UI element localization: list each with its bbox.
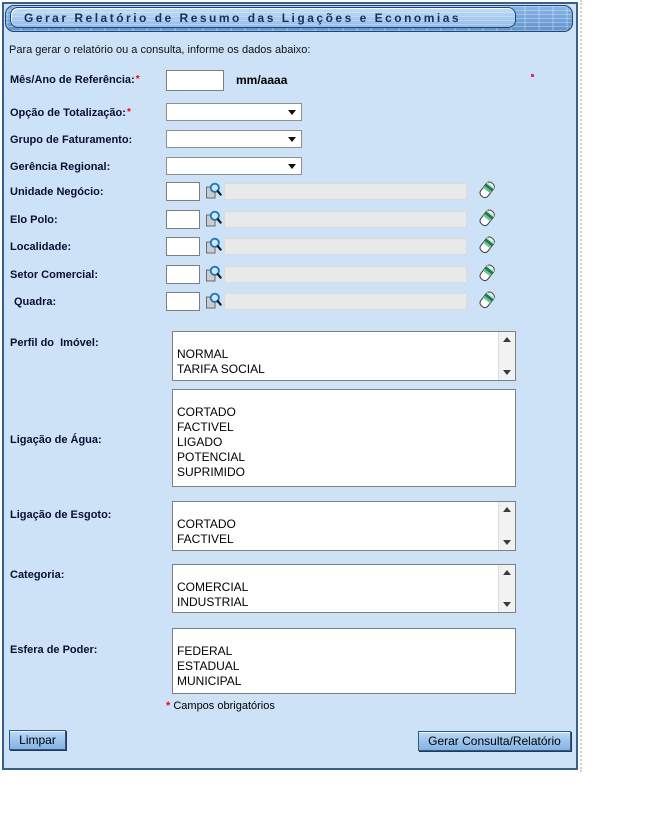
scroll-down-icon[interactable] [503, 370, 511, 375]
magnifier-document-icon[interactable] [204, 265, 222, 283]
caret-down-icon [288, 137, 296, 142]
unidade-negocio-label: Unidade Negócio: [10, 186, 104, 198]
magnifier-document-icon[interactable] [204, 292, 222, 310]
eraser-icon[interactable] [478, 208, 496, 229]
row-localidade [10, 237, 570, 259]
opcao-totalizacao-select[interactable] [166, 103, 302, 121]
required-fields-note: * Campos obrigatórios [166, 700, 275, 712]
esfera-poder-label: Esfera de Poder: [10, 644, 98, 656]
list-option[interactable]: MUNICIPAL [177, 674, 242, 688]
list-option[interactable]: LIGADO [177, 435, 223, 449]
ligacao-agua-label: Ligação de Água: [10, 434, 102, 446]
row-elo-polo [10, 210, 570, 232]
intro-text: Para gerar o relatório ou a consulta, informe os dados abaixo: [9, 44, 311, 56]
list-option[interactable]: FACTIVEL [177, 420, 234, 434]
row-categoria [10, 564, 570, 615]
list-option[interactable]: TARIFA SOCIAL [177, 362, 265, 376]
ligacao-agua-listbox[interactable] [172, 389, 516, 487]
scroll-down-icon[interactable] [503, 540, 511, 545]
caret-down-icon [288, 164, 296, 169]
scrollbar[interactable] [498, 502, 515, 550]
row-quadra [10, 292, 570, 314]
gerencia-regional-select[interactable] [166, 157, 302, 175]
scroll-up-icon[interactable] [503, 570, 511, 575]
list-option[interactable]: ESTADUAL [177, 659, 240, 673]
list-option[interactable]: CORTADO [177, 517, 236, 531]
scroll-down-icon[interactable] [503, 602, 511, 607]
row-unidade-negocio [10, 182, 570, 204]
description-readonly-field [224, 266, 467, 283]
ligacao-esgoto-listbox[interactable] [172, 501, 516, 551]
categoria-listbox[interactable] [172, 564, 516, 613]
row-esfera-poder [10, 628, 570, 696]
list-option[interactable]: POTENCIAL [177, 450, 246, 464]
elo-polo-label: Elo Polo: [10, 214, 58, 226]
setor-comercial-code-input[interactable] [166, 265, 200, 284]
eraser-icon[interactable] [478, 235, 496, 256]
eraser-icon[interactable] [478, 180, 496, 201]
elo-polo-code-input[interactable] [166, 210, 200, 229]
dotted-edge-artifact [580, 0, 582, 772]
gerencia-regional-label: Gerência Regional: [10, 161, 111, 173]
scrollbar[interactable] [498, 332, 515, 380]
grupo-faturamento-select[interactable] [166, 130, 302, 148]
list-option[interactable]: INDUSTRIAL [177, 595, 249, 609]
list-option[interactable]: SUPRIMIDO [177, 465, 246, 479]
perfil-imovel-label: Perfil do Imóvel: [10, 337, 99, 349]
perfil-imovel-listbox[interactable] [172, 331, 516, 381]
quadra-code-input[interactable] [166, 292, 200, 311]
esfera-poder-listbox[interactable] [172, 628, 516, 694]
caret-down-icon [288, 110, 296, 115]
row-opcao-totalizacao [10, 103, 570, 125]
required-asterisk: * [135, 74, 140, 85]
row-setor-comercial [10, 265, 570, 287]
grupo-faturamento-label: Grupo de Faturamento: [10, 134, 133, 146]
row-ligacao-agua [10, 389, 570, 489]
clear-button[interactable]: Limpar [9, 730, 66, 750]
setor-comercial-label: Setor Comercial: [10, 269, 99, 281]
required-asterisk: * [166, 700, 171, 712]
title-bar [5, 5, 573, 32]
list-option[interactable]: CORTADO [177, 405, 236, 419]
row-gerencia-regional [10, 157, 570, 179]
report-form-panel [2, 2, 578, 770]
list-option[interactable]: COMERCIAL [177, 580, 249, 594]
mes-ano-referencia-input[interactable] [166, 70, 224, 91]
row-mes-ano-referencia [10, 70, 570, 92]
page-title: Gerar Relatório de Resumo das Ligações e Economias [10, 7, 516, 28]
unidade-negocio-code-input[interactable] [166, 182, 200, 201]
list-option[interactable]: FEDERAL [177, 644, 233, 658]
mes-ano-referencia-label: Mês/Ano de Referência:* [10, 74, 140, 86]
magnifier-document-icon[interactable] [204, 182, 222, 200]
list-option[interactable]: NORMAL [177, 347, 229, 361]
localidade-label: Localidade: [10, 241, 72, 253]
row-ligacao-esgoto [10, 501, 570, 553]
ligacao-esgoto-label: Ligação de Esgoto: [10, 509, 112, 521]
row-grupo-faturamento [10, 130, 570, 152]
generate-report-button[interactable]: Gerar Consulta/Relatório [418, 731, 571, 751]
magnifier-document-icon[interactable] [204, 237, 222, 255]
localidade-code-input[interactable] [166, 237, 200, 256]
date-format-hint: mm/aaaa [236, 73, 288, 87]
quadra-label: Quadra: [14, 296, 57, 308]
magnifier-document-icon[interactable] [204, 210, 222, 228]
eraser-icon[interactable] [478, 263, 496, 284]
required-asterisk: * [126, 107, 131, 118]
description-readonly-field [224, 238, 467, 255]
scroll-up-icon[interactable] [503, 337, 511, 342]
row-perfil-imovel [10, 331, 570, 383]
list-option[interactable]: FACTIVEL [177, 532, 234, 546]
opcao-totalizacao-label: Opção de Totalização:* [10, 107, 131, 119]
description-readonly-field [224, 293, 467, 310]
categoria-label: Categoria: [10, 569, 65, 581]
scrollbar[interactable] [498, 565, 515, 612]
eraser-icon[interactable] [478, 290, 496, 311]
description-readonly-field [224, 211, 467, 228]
description-readonly-field [224, 183, 467, 200]
scroll-up-icon[interactable] [503, 507, 511, 512]
